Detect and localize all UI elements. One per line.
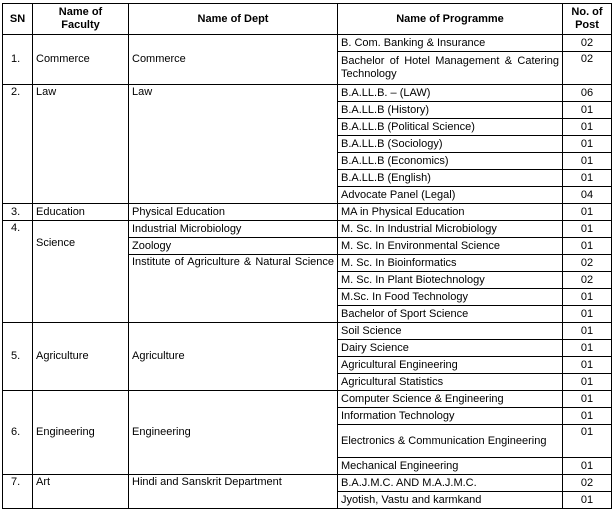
sn-cell: 2. (3, 85, 33, 204)
programme-cell: Agricultural Engineering (338, 357, 563, 374)
table-row (3, 35, 612, 52)
programme-cell: B.A.LL.B (Sociology) (338, 136, 563, 153)
programme-cell: Information Technology (338, 408, 563, 425)
posts-cell: 01 (563, 136, 612, 153)
header-faculty: Name of Faculty (33, 4, 129, 35)
posts-cell: 01 (563, 204, 612, 221)
table-row (3, 221, 612, 238)
programme-cell: M. Sc. In Plant Biotechnology (338, 272, 563, 289)
programme-cell: M.Sc. In Food Technology (338, 289, 563, 306)
posts-cell: 02 (563, 272, 612, 289)
dept-cell: Institute of Agriculture & Natural Science (129, 255, 338, 323)
programme-cell: Computer Science & Engineering (338, 391, 563, 408)
posts-cell: 01 (563, 170, 612, 187)
header-programme: Name of Programme (338, 4, 563, 35)
posts-cell: 01 (563, 323, 612, 340)
header-sn: SN (3, 4, 33, 35)
posts-cell: 01 (563, 221, 612, 238)
posts-cell: 01 (563, 306, 612, 323)
programme-cell: B.A.LL.B (English) (338, 170, 563, 187)
posts-cell: 02 (563, 475, 612, 492)
posts-cell: 06 (563, 85, 612, 102)
header-posts: No. of Post (563, 4, 612, 35)
faculty-cell: Commerce (33, 35, 129, 85)
programme-cell: Jyotish, Vastu and karmkand (338, 492, 563, 509)
posts-cell: 02 (563, 52, 612, 85)
dept-cell: Physical Education (129, 204, 338, 221)
header-dept: Name of Dept (129, 4, 338, 35)
table-row (3, 85, 612, 102)
posts-cell: 02 (563, 35, 612, 52)
sn-cell: 5. (3, 323, 33, 391)
programme-cell: B.A.LL.B (Economics) (338, 153, 563, 170)
sn-cell: 1. (3, 35, 33, 85)
sn-cell: 3. (3, 204, 33, 221)
posts-cell: 01 (563, 425, 612, 458)
programme-cell: B. Com. Banking & Insurance (338, 35, 563, 52)
posts-cell: 01 (563, 153, 612, 170)
programme-cell: B.A.LL.B (Political Science) (338, 119, 563, 136)
programme-cell: Agricultural Statistics (338, 374, 563, 391)
sn-cell: 4. (3, 221, 33, 323)
table-row (3, 391, 612, 408)
posts-cell: 01 (563, 408, 612, 425)
faculty-cell: Engineering (33, 391, 129, 475)
dept-cell: Commerce (129, 35, 338, 85)
faculty-cell: Science (33, 221, 129, 323)
programme-cell: M. Sc. In Environmental Science (338, 238, 563, 255)
posts-cell: 01 (563, 289, 612, 306)
dept-cell: Agriculture (129, 323, 338, 391)
dept-cell: Hindi and Sanskrit Department (129, 475, 338, 509)
dept-cell: Engineering (129, 391, 338, 475)
header-row (3, 4, 612, 35)
programme-cell: B.A.LL.B. – (LAW) (338, 85, 563, 102)
programme-cell: Mechanical Engineering (338, 458, 563, 475)
faculty-cell: Art (33, 475, 129, 509)
posts-cell: 01 (563, 340, 612, 357)
programme-cell: Electronics & Communication Engineering (338, 425, 563, 458)
programme-cell: Dairy Science (338, 340, 563, 357)
faculty-cell: Agriculture (33, 323, 129, 391)
programme-cell: M. Sc. In Industrial Microbiology (338, 221, 563, 238)
posts-cell: 04 (563, 187, 612, 204)
programme-cell: Advocate Panel (Legal) (338, 187, 563, 204)
sn-cell: 7. (3, 475, 33, 509)
posts-cell: 01 (563, 102, 612, 119)
table-row (3, 204, 612, 221)
posts-cell: 02 (563, 255, 612, 272)
posts-cell: 01 (563, 374, 612, 391)
posts-cell: 01 (563, 458, 612, 475)
programme-cell: Bachelor of Hotel Management & Catering Technology (338, 52, 563, 85)
table-row (3, 475, 612, 492)
dept-cell: Law (129, 85, 338, 204)
posts-cell: 01 (563, 119, 612, 136)
posts-cell: 01 (563, 492, 612, 509)
programme-cell: M. Sc. In Bioinformatics (338, 255, 563, 272)
posts-cell: 01 (563, 238, 612, 255)
programme-cell: Bachelor of Sport Science (338, 306, 563, 323)
table-row (3, 323, 612, 340)
programme-cell: B.A.J.M.C. AND M.A.J.M.C. (338, 475, 563, 492)
vacancy-table (2, 3, 612, 509)
dept-cell: Zoology (129, 238, 338, 255)
sn-cell: 6. (3, 391, 33, 475)
programme-cell: Soil Science (338, 323, 563, 340)
faculty-cell: Education (33, 204, 129, 221)
posts-cell: 01 (563, 357, 612, 374)
programme-cell: B.A.LL.B (History) (338, 102, 563, 119)
programme-cell: MA in Physical Education (338, 204, 563, 221)
dept-cell: Industrial Microbiology (129, 221, 338, 238)
faculty-cell: Law (33, 85, 129, 204)
posts-cell: 01 (563, 391, 612, 408)
